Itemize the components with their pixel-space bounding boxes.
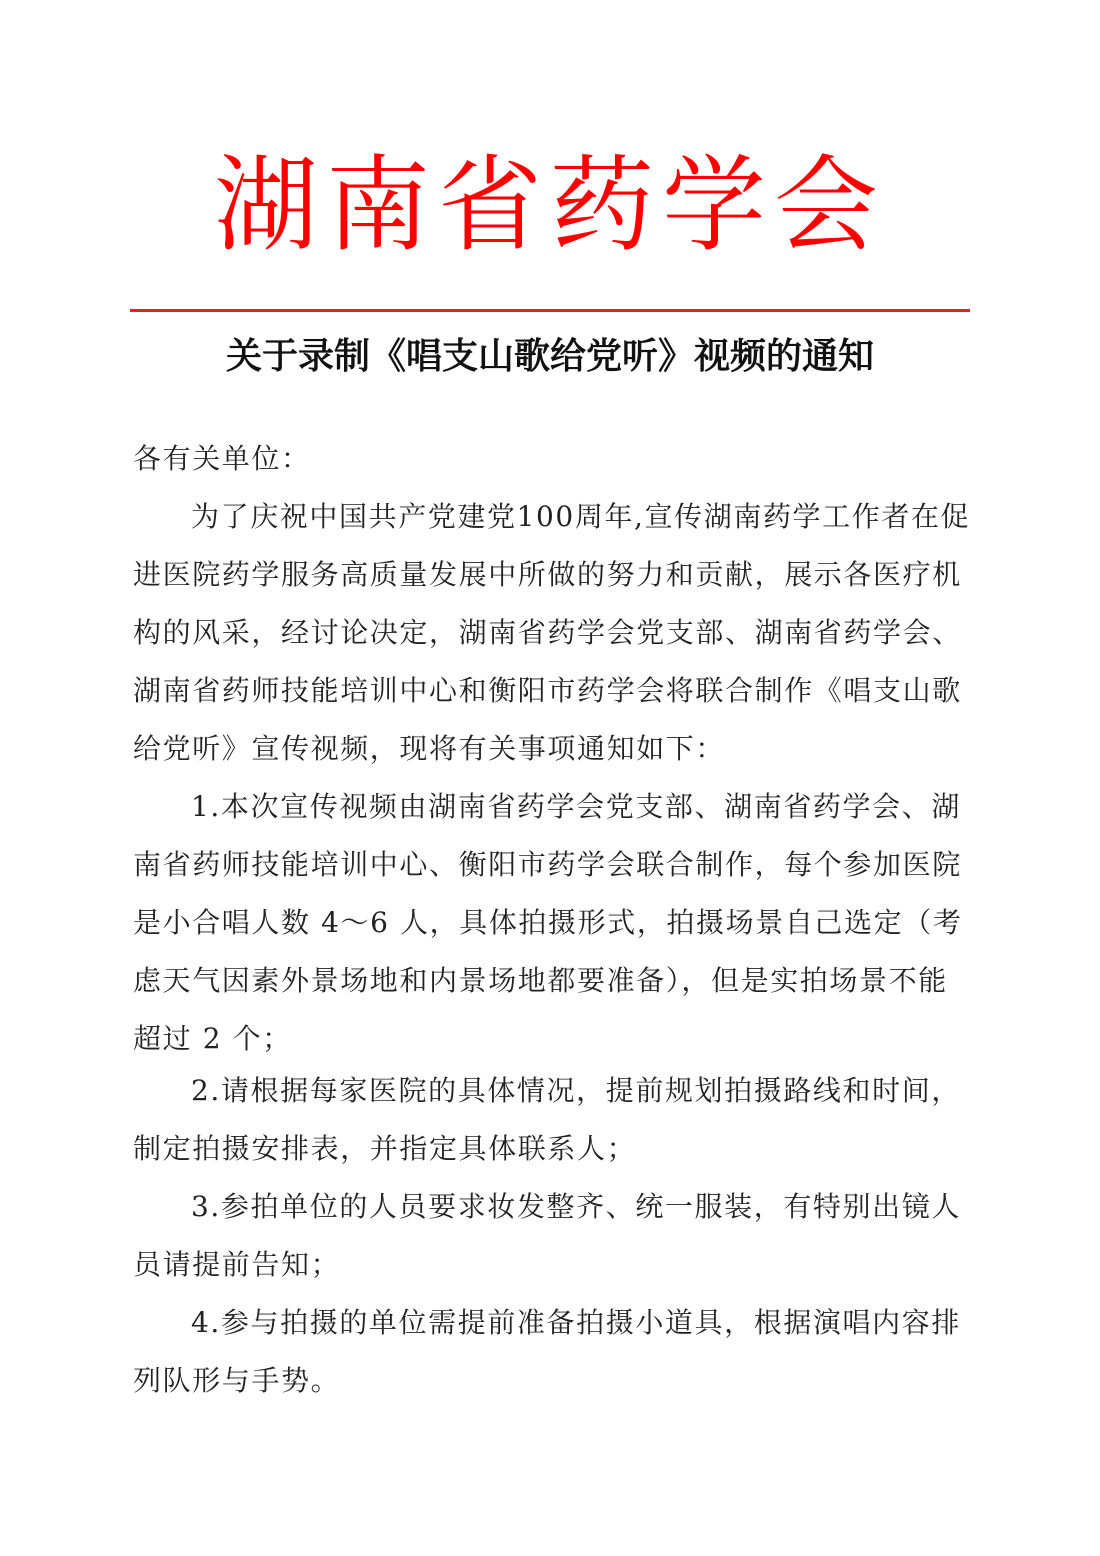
item-1-paragraph: 1.本次宣传视频由湖南省药学会党支部、湖南省药学会、湖南省药师技能培训中心、衡阳市药学会联合制作，每个参加医院是小合唱人数 4～6 人，具体拍摄形式，拍摄场景自己选定（考虑天气因素外景场地和内景场地都要准备），但是实拍场景不能超过 2 个； [133, 790, 963, 1055]
intro-paragraph: 为了庆祝中国共产党建党100周年,宣传湖南药学工作者在促进医院药学服务高质量发展中所做的努力和贡献，展示各医疗机构的风采，经讨论决定，湖南省药学会党支部、湖南省药学会、湖南省药师技能培训中心和衡阳市药学会将联合制作《唱支山歌给党听》宣传视频，现将有关事项通知如下： [133, 500, 971, 765]
notice-title: 关于录制《唱支山歌给党听》视频的通知 [225, 336, 874, 377]
organization-header: 湖南省药学会 [213, 144, 886, 266]
red-divider-line [130, 309, 970, 312]
salutation: 各有关单位： [133, 442, 311, 475]
item-4-paragraph: 4.参与拍摄的单位需提前准备拍摄小道具，根据演唱内容排列队形与手势。 [133, 1306, 961, 1397]
item-3-paragraph: 3.参拍单位的人员要求妆发整齐、统一服装，有特别出镜人员请提前告知； [133, 1190, 961, 1281]
item-2-paragraph: 2.请根据每家医院的具体情况，提前规划拍摄路线和时间，制定拍摄安排表，并指定具体联系人； [133, 1074, 961, 1165]
